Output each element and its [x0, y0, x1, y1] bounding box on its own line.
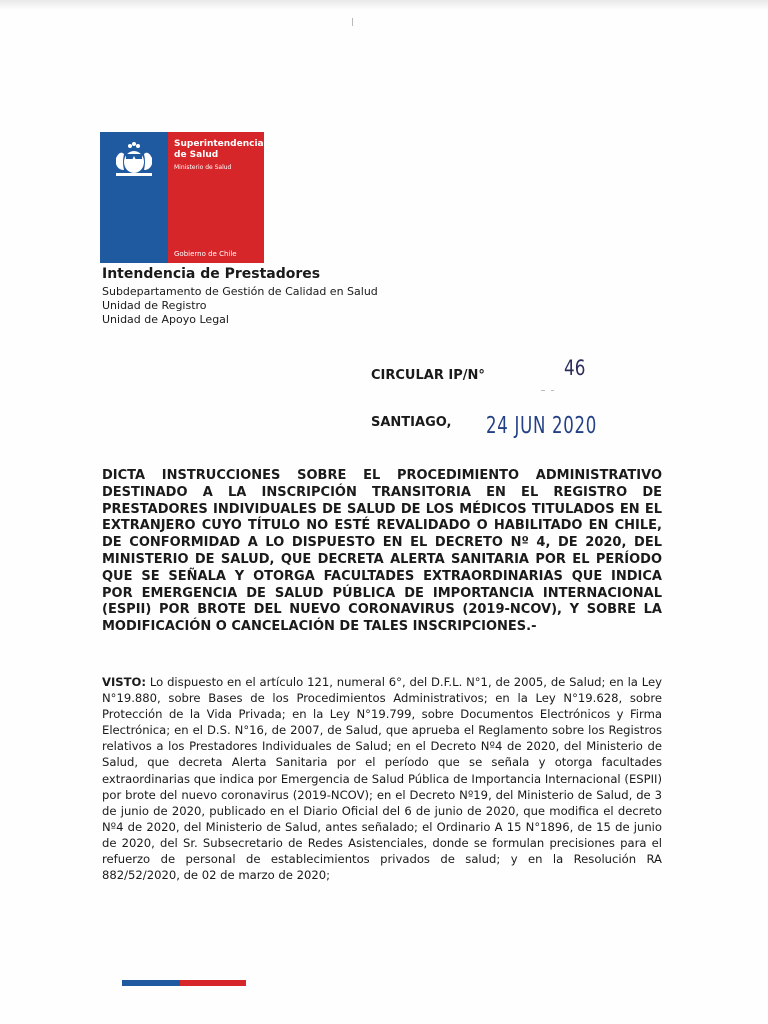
- circular-number: 46: [564, 356, 586, 380]
- superintendencia-logo: [100, 132, 264, 263]
- logo-line-3: Ministerio de Salud: [174, 164, 232, 171]
- visto-label: VISTO:: [102, 675, 147, 689]
- city-label: SANTIAGO,: [371, 415, 452, 430]
- logo-blue-panel: [100, 132, 168, 263]
- logo-line-1: Superintendencia: [174, 139, 264, 149]
- visto-text: Lo dispuesto en el artículo 121, numeral 6°, del D.F.L. N°1, de 2005, de Salud; en la Ley N°19.880, sobre Bases de los Procedimientos Administrativos; en la Ley N°19.628, sobre Protección de la Vida Privada; en la Ley N°19.799, sobre Documentos Electrónicos y Firma Electrónica; en el D.S. N°16, de 2007, de Salud, que aprueba el Reglamento sobre los Registros relativos a los Prestadores Individuales de Salud; en el Decreto Nº4 de 2020, del Ministerio de Salud, que decreta Alerta Sanitaria por el período que se señala y otorga facultades extraordinarias que indica por Emergencia de Salud Pública de Importancia Internacional (ESPII) por brote del nuevo coronavirus (2019-NCOV); en el Decreto Nº19, del Ministerio de Salud, de 3 de junio de 2020, publicado en el Diario Oficial del 6 de junio de 2020, que modifica el decreto Nº4 de 2020, del Ministerio de Salud, antes señalado; el Ordinario A 15 N°1896, de 15 de junio de 2020, del Sr. Subsecretario de Redes Asistenciales, donde se formulan precisiones para el refuerzo de personal de establecimientos privados de salud; y en la Resolución RA 882/52/2020, de 02 de marzo de 2020;: [102, 675, 663, 883]
- org-line-registry: Unidad de Registro: [102, 299, 207, 312]
- logo-text: [174, 139, 264, 161]
- scan-edge: [0, 0, 768, 10]
- org-line-subdepartment: Subdepartamento de Gestión de Calidad en Salud: [102, 285, 378, 298]
- date-stamp: 24 JUN 2020: [486, 413, 598, 439]
- org-title: Intendencia de Prestadores: [102, 266, 321, 282]
- chile-crest-icon: [110, 140, 158, 178]
- circular-label: CIRCULAR IP/N°: [371, 368, 485, 383]
- scan-speck: [551, 390, 554, 391]
- scan-speck: [541, 390, 545, 391]
- org-line-legal: Unidad de Apoyo Legal: [102, 313, 229, 326]
- footer-color-bar: [122, 980, 246, 986]
- scan-speck: [352, 18, 353, 26]
- footer-bar-blue: [122, 980, 180, 986]
- logo-line-4: Gobierno de Chile: [174, 250, 237, 258]
- document-heading: DICTA INSTRUCCIONES SOBRE EL PROCEDIMIENTO ADMINISTRATIVO DESTINADO A LA INSCRIPCIÓN TRANSITORIA EN EL REGISTRO DE PRESTADORES INDIVIDUALES DE SALUD DE LOS MÉDICOS TITULADOS EN EL EXTRANJERO CUYO TÍTULO NO ESTÉ REVALIDADO O HABILITADO EN CHILE, DE CONFORMIDAD A LO DISPUESTO EN EL DECRETO Nº 4, DE 2020, DEL MINISTERIO DE SALUD, QUE DECRETA ALERTA SANITARIA POR EL PERÍODO QUE SE SEÑALA Y OTORGA FACULTADES EXTRAORDINARIAS QUE INDICA POR EMERGENCIA DE SALUD PÚBLICA DE IMPORTANCIA INTERNACIONAL (ESPII) POR BROTE DEL NUEVO CORONAVIRUS (2019-NCOV), Y SOBRE LA MODIFICACIÓN O CANCELACIÓN DE TALES INSCRIPCIONES.-: [102, 468, 662, 635]
- footer-bar-red: [180, 980, 246, 986]
- visto-paragraph: [102, 674, 662, 883]
- logo-line-2: de Salud: [174, 150, 219, 160]
- logo-red-panel: [168, 132, 264, 263]
